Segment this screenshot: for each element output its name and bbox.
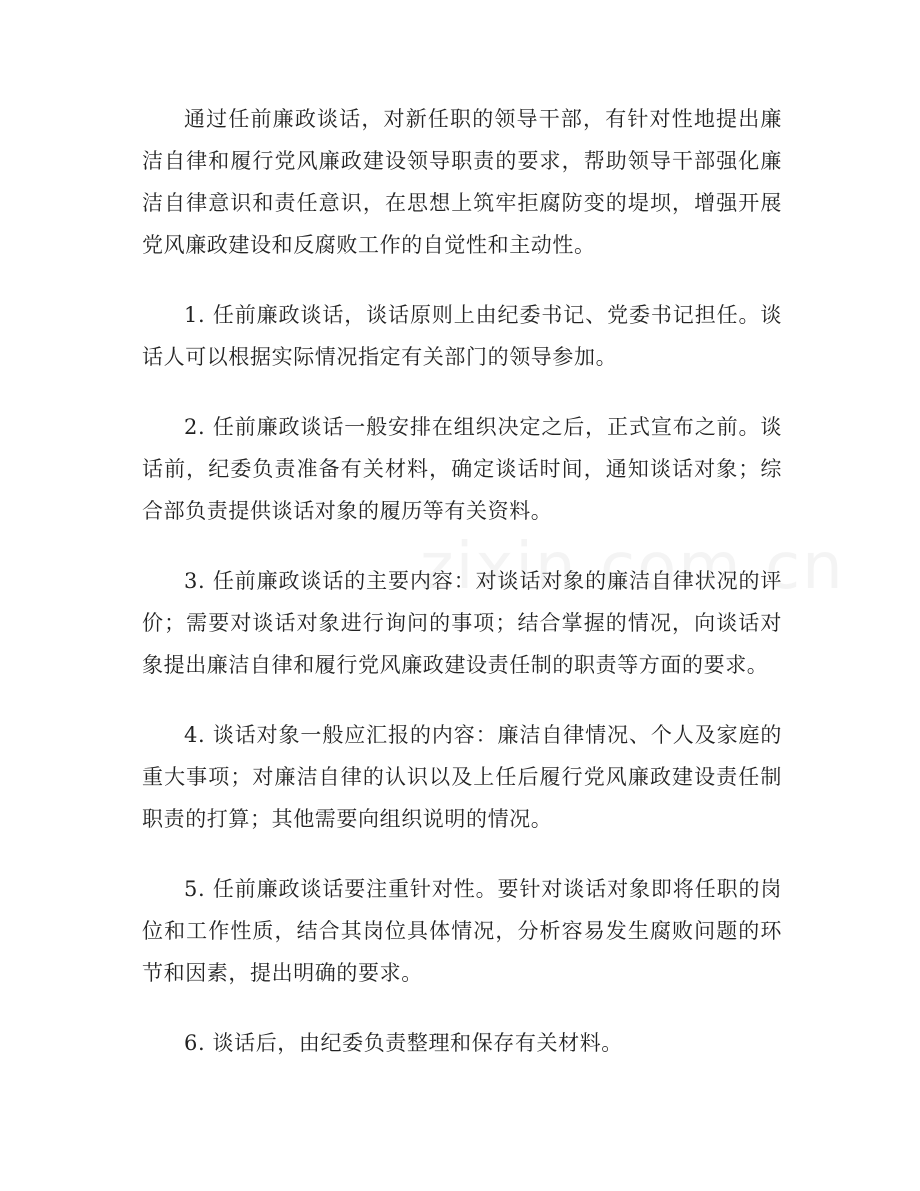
item-2-paragraph: 2. 任前廉政谈话一般安排在组织决定之后，正式宣布之前。谈话前，纪委负责准备有关材料，确定谈话时间，通知谈话对象；综合部负责提供谈话对象的履历等有关资料。	[142, 415, 782, 523]
document-body	[142, 98, 782, 1092]
item-1-paragraph: 1. 任前廉政谈话，谈话原则上由纪委书记、党委书记担任。谈话人可以根据实际情况指定有关部门的领导参加。	[142, 303, 782, 369]
intro-paragraph: 通过任前廉政谈话，对新任职的领导干部，有针对性地提出廉洁自律和履行党风廉政建设领导职责的要求，帮助领导干部强化廉洁自律意识和责任意识，在思想上筑牢拒腐防变的堤坝，增强开展党风廉政建设和反腐败工作的自觉性和主动性。	[142, 107, 782, 257]
item-6-paragraph: 6. 谈话后，由纪委负责整理和保存有关材料。	[184, 1031, 623, 1055]
item-5-paragraph: 5. 任前廉政谈话要注重针对性。要针对谈话对象即将任职的岗位和工作性质，结合其岗位具体情况，分析容易发生腐败问题的环节和因素，提出明确的要求。	[142, 877, 782, 985]
item-4-paragraph: 4. 谈话对象一般应汇报的内容：廉洁自律情况、个人及家庭的重大事项；对廉洁自律的认识以及上任后履行党风廉政建设责任制职责的打算；其他需要向组织说明的情况。	[142, 723, 782, 831]
item-3-paragraph: 3. 任前廉政谈话的主要内容：对谈话对象的廉洁自律状况的评价；需要对谈话对象进行询问的事项；结合掌握的情况，向谈话对象提出廉洁自律和履行党风廉政建设责任制的职责等方面的要求。	[142, 569, 782, 677]
